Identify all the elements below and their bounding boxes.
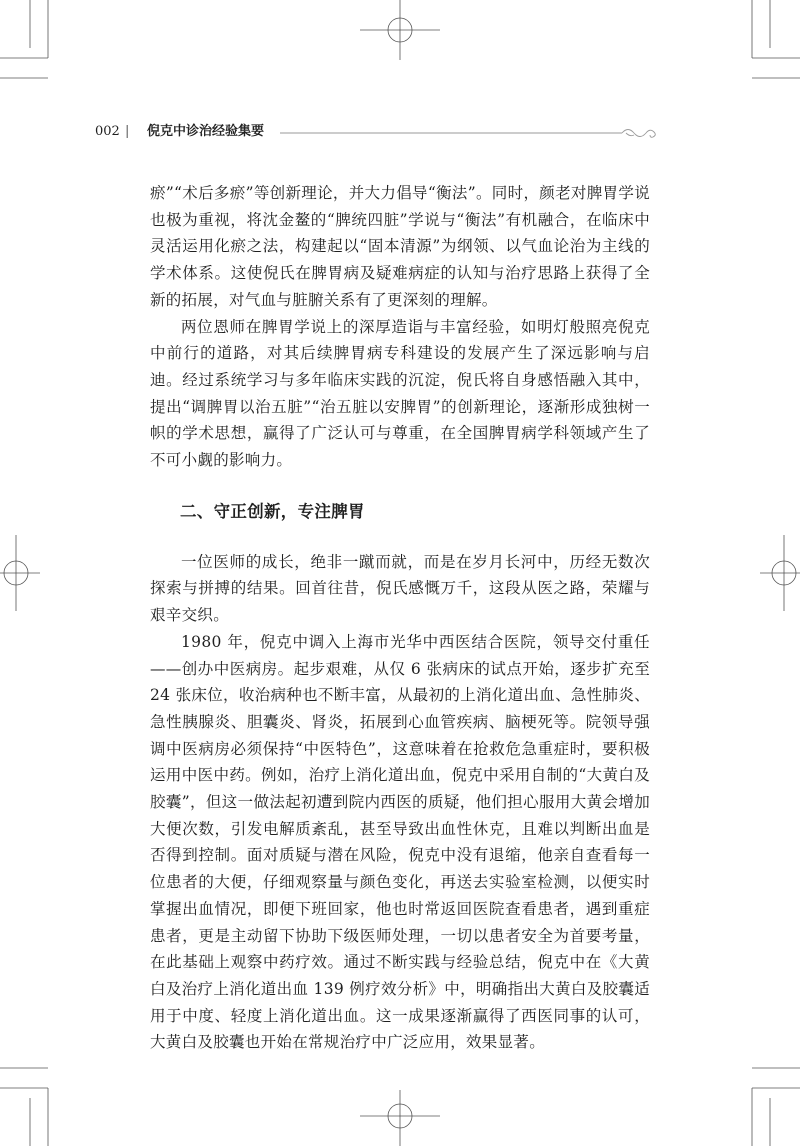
body-paragraph: 瘀”“术后多瘀”等创新理论，并大力倡导“衡法”。同时，颜老对脾胃学说也极为重视，将沈金鳌的“脾统四脏”学说与“衡法”有机融合，在临床中灵活运用化瘀之法，构建起以“固本清源”为纲领、以气血论治为主线的学术体系。这使倪氏在脾胃病及疑难病症的认知与治疗思路上获得了全新的拓展，对气血与脏腑关系有了更深刻的理解。	[150, 184, 650, 309]
section-heading: 二、守正创新，专注脾胃	[180, 501, 365, 521]
body-paragraph: 1980 年，倪克中调入上海市光华中西医结合医院，领导交付重任——创办中医病房。起步艰难，从仅 6 张病床的试点开始，逐步扩充至 24 张床位，收治病种也不断丰富，从最初的上消化道出血、急性肺炎、急性胰腺炎、胆囊炎、肾炎，拓展到心血管疾病、脑梗死等。院领导强调中医病房必须保持“中医特色”，这意味着在抢救危急重症时，要积极运用中医中药。例如，治疗上消化道出血，倪克中采用自制的“大黄白及胶囊”，但这一做法起初遭到院内西医的质疑，他们担心服用大黄会增加大便次数，引发电解质紊乱，甚至导致出血性休克，且难以判断出血是否得到控制。面对质疑与潜在风险，倪克中没有退缩，他亲自查看每一位患者的大便，仔细观察量与颜色变化，再送去实验室检测，以便实时掌握出血情况，即便下班回家，他也时常返回医院查看患者，遇到重症患者，更是主动留下协助下级医师处理，一切以患者安全为首要考量，在此基础上观察中药疗效。通过不断实践与经验总结，倪克中在《大黄白及治疗上消化道出血 139 例疗效分析》中，明确指出大黄白及胶囊适用于中度、轻度上消化道出血。这一成果逐渐赢得了西医同事的认可，大黄白及胶囊也开始在常规治疗中广泛应用，效果显著。	[150, 632, 650, 1052]
body-paragraph: 一位医师的成长，绝非一蹴而就，而是在岁月长河中，历经无数次探索与拼搏的结果。回首往昔，倪氏感慨万千，这段从医之路，荣耀与艰辛交织。	[150, 552, 650, 625]
page-body	[150, 180, 650, 1056]
header-ornament-rule	[0, 0, 800, 160]
book-title: 倪克中诊治经验集要	[147, 124, 265, 139]
page-number: 002	[95, 124, 120, 139]
header-separator: |	[125, 124, 130, 139]
body-paragraph: 两位恩师在脾胃学说上的深厚造诣与丰富经验，如明灯般照亮倪克中前行的道路，对其后续脾胃病专科建设的发展产生了深远影响与启迪。经过系统学习与多年临床实践的沉淀，倪氏将自身感悟融入其中，提出“调脾胃以治五脏”“治五脏以安脾胃”的创新理论，逐渐形成独树一帜的学术思想，赢得了广泛认可与尊重，在全国脾胃病学科领域产生了不可小觑的影响力。	[150, 317, 650, 470]
